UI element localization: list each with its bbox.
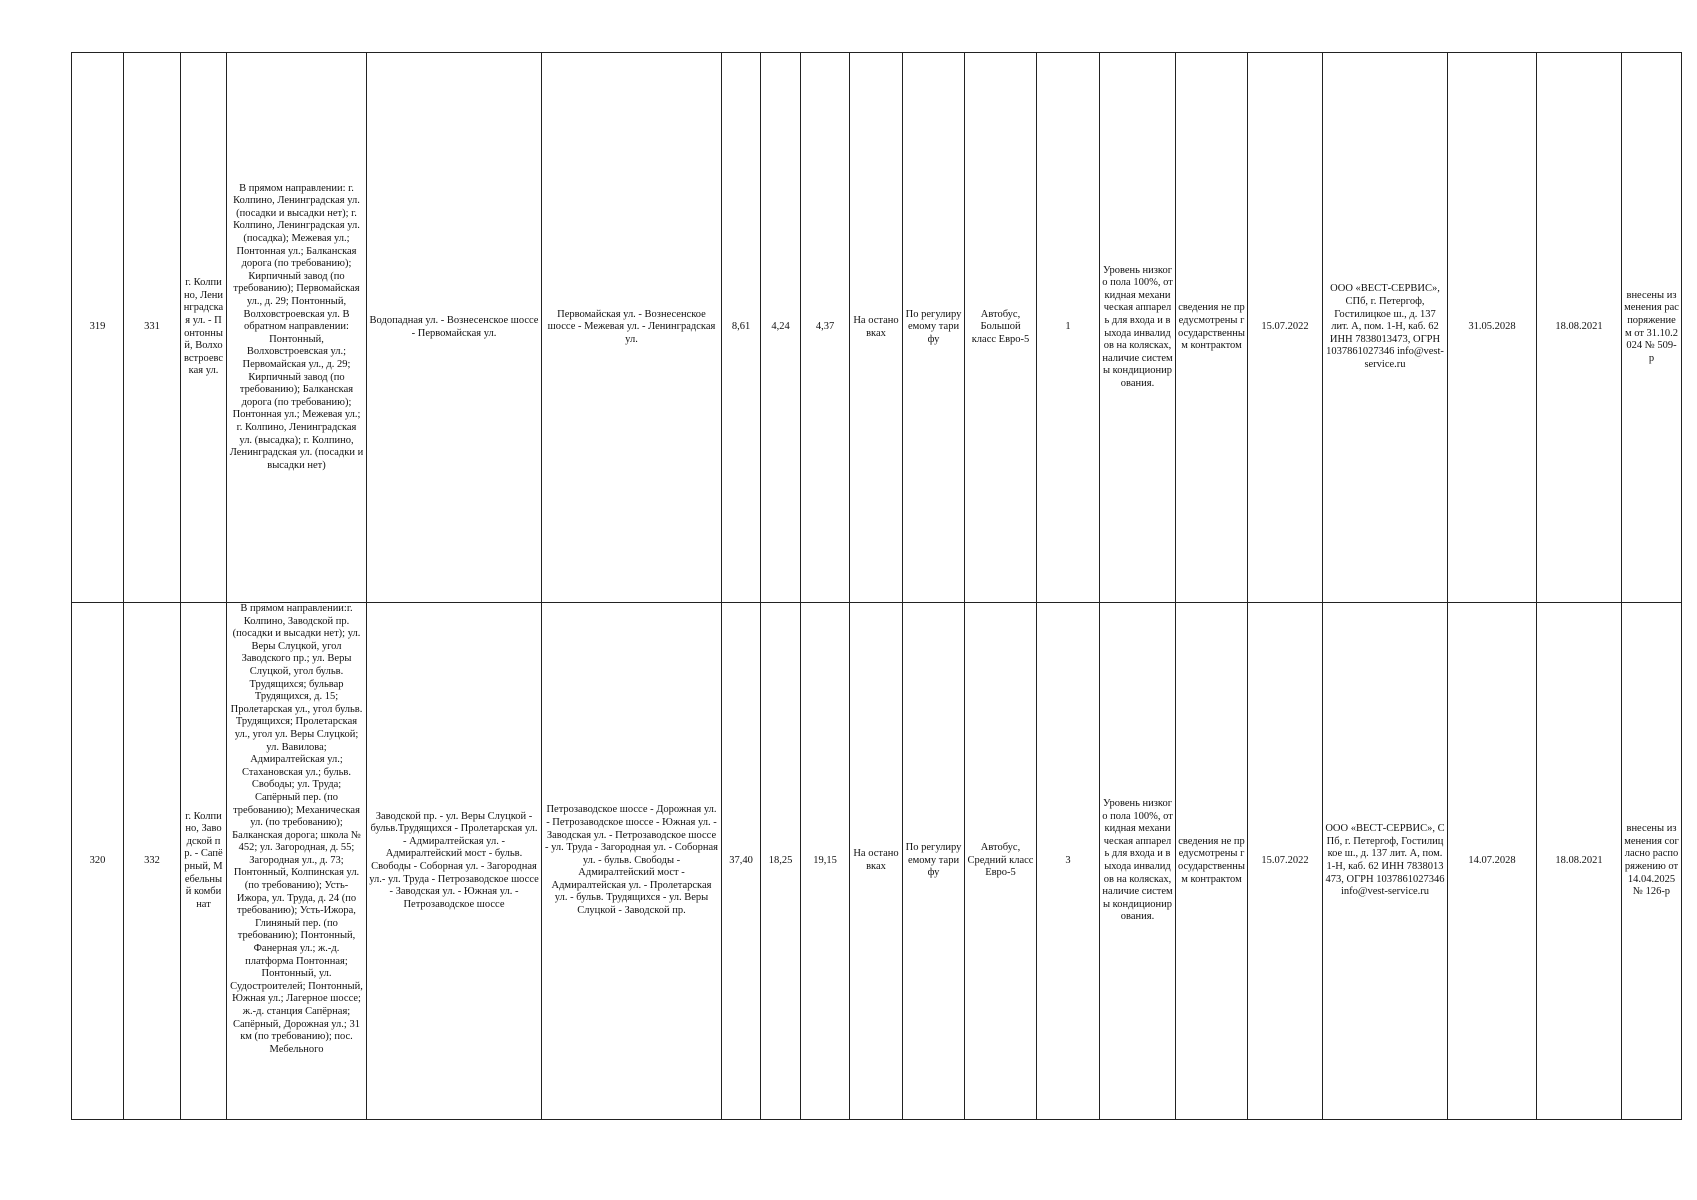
tariff-type: По регулируемому тарифу xyxy=(903,603,965,1120)
contract-info: сведения не предусмотрены государственным контрактом xyxy=(1176,603,1248,1120)
route-stops-cell xyxy=(227,603,367,1120)
start-date: 15.07.2022 xyxy=(1248,53,1323,603)
row-number: 319 xyxy=(72,53,124,603)
changes-note: внесены изменения согласно распоряжению от 14.04.2025 № 126-р xyxy=(1622,603,1682,1120)
vehicle-type: Автобус, Большой класс Евро-5 xyxy=(965,53,1037,603)
start-date: 15.07.2022 xyxy=(1248,603,1323,1120)
route-number: 332 xyxy=(124,603,181,1120)
length-total: 8,61 xyxy=(722,53,761,603)
tariff-type: По регулируемому тарифу xyxy=(903,53,965,603)
length-forward: 18,25 xyxy=(761,603,801,1120)
vehicle-count: 1 xyxy=(1037,53,1100,603)
streets-backward: Первомайская ул. - Вознесенское шоссе - Межевая ул. - Ленинградская ул. xyxy=(542,53,722,603)
streets-forward: Заводской пр. - ул. Веры Слуцкой - бульв.Трудящихся - Пролетарская ул. - Адмиралтейская ул. - Адмиралтейский мост - бульв. Свободы - Соборная ул. - Загородная ул.- ул. Труда - Петрозаводское шоссе - Заводская ул. - Южная ул. - Петрозаводское шоссе xyxy=(367,603,542,1120)
carrier-info: ООО «ВЕСТ-СЕРВИС», СПб, г. Петергоф, Гостилицкое ш., д. 137 лит. А, пом. 1-Н, каб. 62 ИНН 7838013473, ОГРН 1037861027346 info@vest-service.ru xyxy=(1323,53,1448,603)
boarding-procedure: На остановках xyxy=(850,603,903,1120)
contract-info: сведения не предусмотрены государственным контрактом xyxy=(1176,53,1248,603)
end-date: 31.05.2028 xyxy=(1448,53,1537,603)
vehicle-characteristics: Уровень низкого пола 100%, откидная механическая аппарель для входа и выхода инвалидов на колясках, наличие системы кондиционирования. xyxy=(1100,603,1176,1120)
end-date: 14.07.2028 xyxy=(1448,603,1537,1120)
vehicle-characteristics: Уровень низкого пола 100%, откидная механическая аппарель для входа и выхода инвалидов на колясках, наличие системы кондиционирования. xyxy=(1100,53,1176,603)
registration-date: 18.08.2021 xyxy=(1537,603,1622,1120)
length-forward: 4,24 xyxy=(761,53,801,603)
boarding-procedure: На остановках xyxy=(850,53,903,603)
routes-table xyxy=(71,52,1682,1120)
table-row xyxy=(72,53,1682,603)
carrier-info: ООО «ВЕСТ-СЕРВИС», СПб, г. Петергоф, Гостилицкое ш., д. 137 лит. А, пом. 1-Н, каб. 62 ИНН 7838013473, ОГРН 1037861027346info@vest-service.ru xyxy=(1323,603,1448,1120)
length-backward: 19,15 xyxy=(801,603,850,1120)
route-stops: В прямом направлении: г. Колпино, Ленинградская ул. (посадки и высадки нет); г. Колпино, Ленинградская ул. (посадка); Межевая ул.; Понтонная ул.; Балканская дорога (по требованию); Кирпичный завод (по требованию); Первомайская ул., д. 29; Понтонный, Волховстроевская ул. В обратном направлении: Понтонный, Волховстроевская ул.; Первомайская ул., д. 29; Кирпичный завод (по требованию); Балканская дорога (по требованию); Понтонная ул.; Межевая ул.; г. Колпино, Ленинградская ул. (высадка); г. Колпино, Ленинградская ул. (посадки и высадки нет) xyxy=(227,53,367,603)
changes-note: внесены изменения распоряжением от 31.10.2024 № 509-р xyxy=(1622,53,1682,603)
table-row xyxy=(72,603,1682,1120)
route-stops: В прямом направлении:г. Колпино, Заводской пр. (посадки и высадки нет); ул. Веры Слуцкой, угол Заводского пр.; ул. Веры Слуцкой, угол бульв. Трудящихся; бульвар Трудящихся, д. 15; Пролетарская ул., угол бульв. Трудящихся; Пролетарская ул., угол ул. Веры Слуцкой; ул. Вавилова; Адмиралтейская ул.; Стахановская ул.; бульв. Свободы; ул. Труда; Сапёрный пер. (по требованию); Механическая ул. (по требованию); Балканская дорога; школа № 452; ул. Загородная, д. 55; Загородная ул., д. 73; Понтонный, Колпинская ул. (по требованию); Усть-Ижора, ул. Труда, д. 24 (по требованию); Усть-Ижора, Глиняный пер. (по требованию); Понтонный, Фанерная ул.; ж.-д. платформа Понтонная; Понтонный, ул. Судостроителей; Понтонный, Южная ул.; Лагерное шоссе; ж.-д. станция Сапёрная; Сапёрный, Дорожная ул.; 31 км (по требованию); пос. Мебельного xyxy=(230,603,363,1055)
vehicle-count: 3 xyxy=(1037,603,1100,1120)
length-backward: 4,37 xyxy=(801,53,850,603)
streets-forward: Водопадная ул. - Вознесенское шоссе - Первомайская ул. xyxy=(367,53,542,603)
streets-backward: Петрозаводское шоссе - Дорожная ул. - Петрозаводское шоссе - Южная ул. - Заводская ул. - Петрозаводское шоссе - ул. Труда - Загородная ул. - Соборная ул. - бульв. Свободы - Адмиралтейский мост - Адмиралтейская ул. - Пролетарская ул. - бульв. Трудящихся - ул. Веры Слуцкой - Заводской пр. xyxy=(542,603,722,1120)
length-total: 37,40 xyxy=(722,603,761,1120)
route-name: г. Колпино, Заводской пр. - Сапёрный, Мебельный комбинат xyxy=(181,603,227,1120)
registration-date: 18.08.2021 xyxy=(1537,53,1622,603)
vehicle-type: Автобус, Средний класс Евро-5 xyxy=(965,603,1037,1120)
row-number: 320 xyxy=(72,603,124,1120)
route-number: 331 xyxy=(124,53,181,603)
route-name: г. Колпино, Ленинградская ул. - Понтонный, Волховстроевская ул. xyxy=(181,53,227,603)
